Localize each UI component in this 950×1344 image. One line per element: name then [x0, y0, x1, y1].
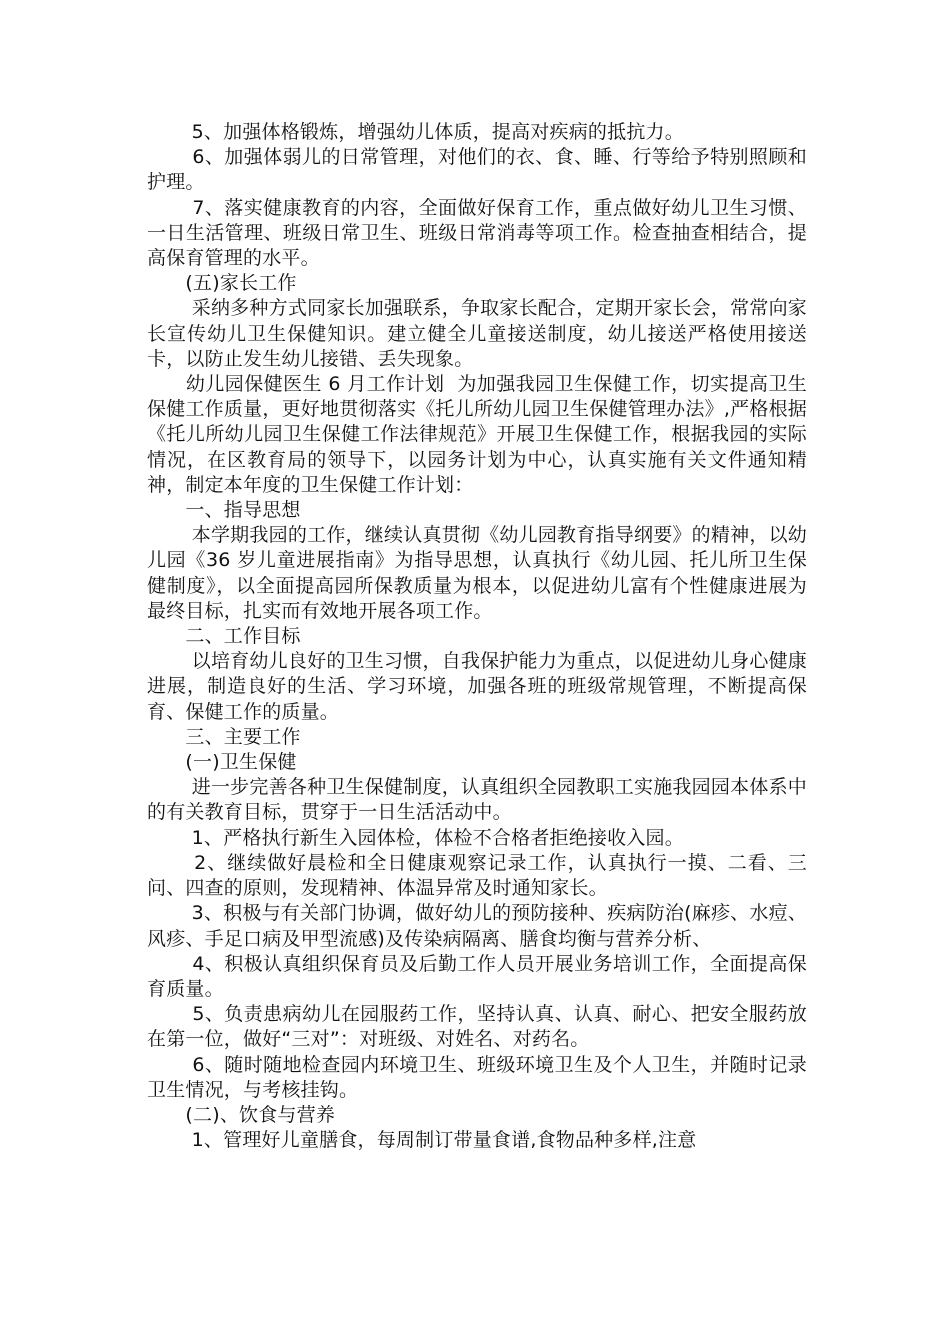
paragraph: 幼儿园保健医生 6 月工作计划 为加强我园卫生保健工作，切实提高卫生保健工作质量，更好地贯彻落实《托儿所幼儿园卫生保健管理办法》,严格根据《托儿所幼儿园卫生保健工作法律规范》开展卫生保健工作，根据我园的实际情况，在区教育局的领导下，以园务计划为中心，认真实施有关文件通知精神，制定本年度的卫生保健工作计划： — [147, 373, 807, 496]
section-heading: (二)、饮食与营养 — [147, 1103, 336, 1126]
section-heading: 一、指导思想 — [147, 499, 301, 522]
paragraph: 以培育幼儿良好的卫生习惯，自我保护能力为重点，以促进幼儿身心健康进展，制造良好的生活、学习环境，加强各班的班级常规管理，不断提高保育、保健工作的质量。 — [147, 650, 807, 723]
document-body — [147, 120, 807, 1153]
paragraph: 1、管理好儿童膳食，每周制订带量食谱,食物品种多样,注意 — [147, 1129, 697, 1152]
paragraph: 6、加强体弱儿的日常管理，对他们的衣、食、睡、行等给予特别照顾和护理。 — [147, 146, 807, 194]
paragraph: 采纳多种方式同家长加强联系，争取家长配合，定期开家长会，常常向家长宣传幼儿卫生保健知识。建立健全儿童接送制度，幼儿接送严格使用接送卡，以防止发生幼儿接错、丢失现象。 — [147, 297, 807, 370]
paragraph: 5、负责患病幼儿在园服药工作，坚持认真、认真、耐心、把安全服药放在第一位，做好“三对”：对班级、对姓名、对药名。 — [147, 1003, 807, 1051]
paragraph: 本学期我园的工作，继续认真贯彻《幼儿园教育指导纲要》的精神，以幼儿园《36 岁儿童进展指南》为指导思想，认真执行《幼儿园、托儿所卫生保健制度》，以全面提高园所保教质量为根本，以促进幼儿富有个性健康进展为最终目标，扎实而有效地开展各项工作。 — [147, 524, 807, 622]
paragraph: 7、落实健康教育的内容，全面做好保育工作，重点做好幼儿卫生习惯、一日生活管理、班级日常卫生、班级日常消毒等项工作。检查抽查相结合，提高保育管理的水平。 — [147, 196, 807, 270]
paragraph: 5、加强体格锻炼，增强幼儿体质，提高对疾病的抵抗力。 — [147, 121, 684, 143]
paragraph: 2、继续做好晨检和全日健康观察记录工作，认真执行一摸、二看、三问、四查的原则，发现精神、体温异常及时通知家长。 — [147, 851, 807, 900]
paragraph: 进一步完善各种卫生保健制度，认真组织全园教职工实施我园园本体系中的有关教育目标，贯穿于一日生活活动中。 — [147, 776, 807, 824]
paragraph: 1、严格执行新生入园体检，体检不合格者拒绝接收入园。 — [147, 826, 684, 849]
paragraph: 6、随时随地检查园内环境卫生、班级环境卫生及个人卫生，并随时记录卫生情况，与考核挂钩。 — [147, 1053, 807, 1101]
section-heading: 二、工作目标 — [147, 625, 301, 648]
section-heading: 三、主要工作 — [147, 725, 301, 748]
paragraph: 3、积极与有关部门协调，做好幼儿的预防接种、疾病防治(麻疹、水痘、风疹、手足口病及甲型流感)及传染病隔离、膳食均衡与营养分析、 — [147, 902, 807, 950]
paragraph: 4、积极认真组织保育员及后勤工作人员开展业务培训工作，全面提高保育质量。 — [147, 952, 807, 1000]
section-heading: (五)家长工作 — [147, 272, 297, 295]
section-heading: (一)卫生保健 — [147, 751, 297, 774]
